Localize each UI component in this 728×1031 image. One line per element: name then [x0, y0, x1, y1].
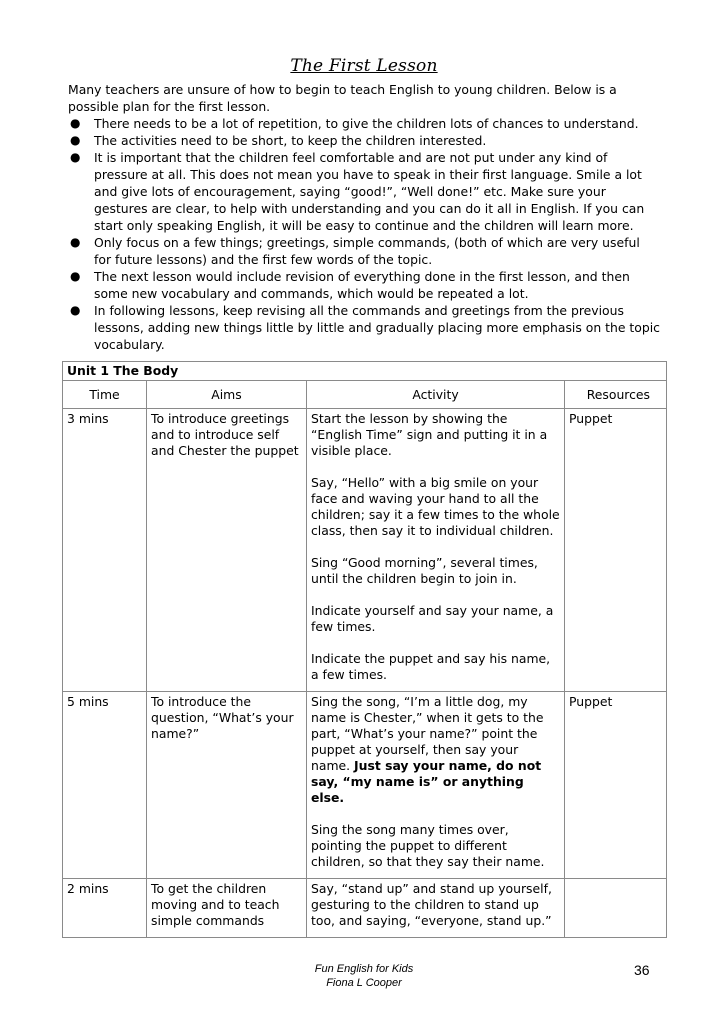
bullet-icon: ●	[70, 303, 81, 317]
page-number: 36	[634, 962, 650, 978]
bullet-icon: ●	[70, 133, 81, 147]
header-resources: Resources	[565, 381, 667, 409]
activity-cell	[307, 692, 565, 879]
bullet-icon: ●	[70, 150, 81, 164]
list-item: ● There needs to be a lot of repetition, to give the children lots of chances to understand.	[70, 116, 639, 131]
activity-cell	[307, 409, 565, 692]
bullet-icon: ●	[70, 235, 81, 249]
header-time: Time	[63, 381, 147, 409]
table-row	[63, 692, 667, 879]
activity-step: Indicate yourself and say your name, a few times.	[311, 603, 554, 634]
activity-step: Sing the song, “I’m a little dog, my name is Chester,” when it gets to the part, “What’s your name?” point the puppet at yourself, then say your name. Just say your name, do not say, “my name is” or anything else.	[311, 694, 544, 805]
activity-step: Sing “Good morning”, several times, until the children begin to join in.	[311, 555, 538, 586]
activity-emphasis: Just say your name, do not say, “my name is” or anything else.	[311, 758, 542, 805]
resources-cell	[565, 879, 667, 938]
table-row	[63, 879, 667, 938]
header-activity: Activity	[307, 381, 565, 409]
bullet-icon: ●	[70, 116, 81, 130]
page-title: The First Lesson	[290, 56, 438, 76]
list-item: ● The next lesson would include revision of everything done in the first lesson, and then some new vocabulary and commands, which would be repeated a lot.	[70, 269, 630, 301]
resources-cell: Puppet	[565, 692, 667, 879]
activity-step: Indicate the puppet and say his name, a few times.	[311, 651, 551, 682]
aims-cell: To introduce greetings and to introduce self and Chester the puppet	[147, 409, 307, 692]
list-item: ● The activities need to be short, to keep the children interested.	[70, 133, 487, 148]
list-item: ● It is important that the children feel comfortable and are not put under any kind of pressure at all. This does not mean you have to speak in their first language. Smile a lot and give lots of encouragement, saying “good!”, “Well done!” etc. Make sure your gestures are clear, to help with understanding and you can do it all in English. If you can start only speaking English, it will be easy to continue and the children will learn more.	[70, 150, 645, 233]
activity-step: Say, “Hello” with a big smile on your face and waving your hand to all the children; say it a few times to the whole class, then say it to individual children.	[311, 475, 560, 538]
bullet-list	[68, 115, 660, 353]
time-cell: 2 mins	[63, 879, 147, 938]
footer-author: Fiona L Cooper	[326, 977, 402, 989]
list-item: ● In following lessons, keep revising all the commands and greetings from the previous lessons, adding new things little by little and gradually placing more emphasis on the topic vocabulary.	[70, 303, 660, 352]
activity-cell: Say, “stand up” and stand up yourself, gesturing to the children to stand up too, and saying, “everyone, stand up.”	[307, 879, 565, 938]
unit-title: Unit 1 The Body	[63, 362, 667, 381]
table-header-row	[63, 381, 667, 409]
resources-cell: Puppet	[565, 409, 667, 692]
footer-credit	[0, 962, 728, 990]
unit-title-row	[63, 362, 667, 381]
intro-paragraph: Many teachers are unsure of how to begin to teach English to young children. Below is a possible plan for the first lesson.	[68, 82, 617, 114]
bullet-icon: ●	[70, 269, 81, 283]
time-cell: 3 mins	[63, 409, 147, 692]
time-cell: 5 mins	[63, 692, 147, 879]
aims-cell: To get the children moving and to teach simple commands	[147, 879, 307, 938]
header-aims: Aims	[147, 381, 307, 409]
table-row	[63, 409, 667, 692]
lesson-plan-table	[62, 361, 667, 938]
activity-step: Sing the song many times over, pointing the puppet to different children, so that they say their name.	[311, 822, 545, 869]
list-item: ● Only focus on a few things; greetings, simple commands, (both of which are very useful for future lessons) and the first few words of the topic.	[70, 235, 640, 267]
footer-book-title: Fun English for Kids	[314, 963, 414, 975]
activity-step: Start the lesson by showing the “English Time” sign and putting it in a visible place.	[311, 411, 548, 458]
intro-section	[68, 81, 660, 353]
aims-cell: To introduce the question, “What’s your name?”	[147, 692, 307, 879]
